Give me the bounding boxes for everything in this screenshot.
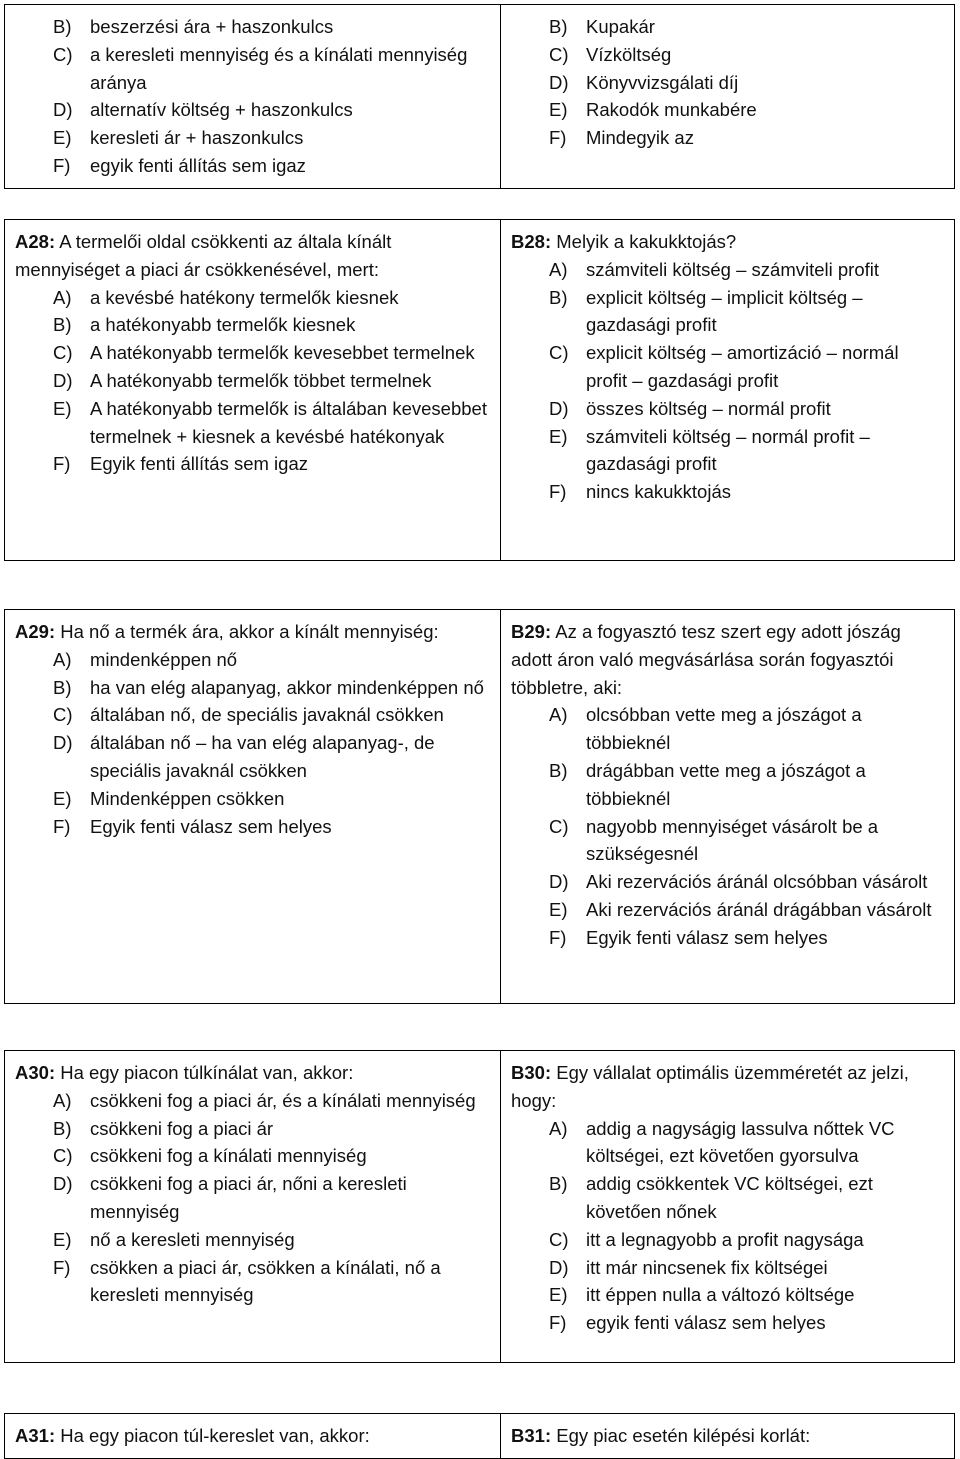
answer-option: [549, 284, 944, 340]
option-letter: F): [549, 1312, 567, 1334]
answer-option: [549, 395, 944, 423]
option-letter: A): [549, 704, 568, 726]
question-number: B31:: [511, 1425, 552, 1446]
question-block: [4, 219, 955, 561]
option-letter: A): [53, 1089, 72, 1111]
option-letter: B): [549, 16, 568, 37]
answer-option: [549, 813, 944, 869]
question-prompt: Ha nő a termék ára, akkor a kínált mennyiség:: [60, 621, 439, 642]
option-letter: F): [549, 926, 567, 948]
question-number: A28:: [15, 231, 56, 252]
question-text: [15, 228, 490, 284]
option-text: Mindegyik az: [586, 127, 694, 149]
option-letter: C): [53, 342, 73, 364]
question-block: [4, 609, 955, 1004]
question-text: [511, 618, 944, 701]
option-text: összes költség – normál profit: [586, 397, 831, 419]
question-block: [4, 4, 955, 189]
option-text: alternatív költség + haszonkulcs: [90, 99, 353, 121]
answer-option: [549, 124, 944, 152]
option-letter: A): [53, 648, 72, 670]
answer-option: [53, 284, 490, 312]
question-cell-a: [5, 1414, 501, 1459]
option-letter: E): [53, 127, 72, 149]
option-text: Könyvvizsgálati díj: [586, 71, 739, 93]
answer-option: [549, 757, 944, 813]
answer-option: [53, 1254, 490, 1310]
option-letter: B): [53, 16, 72, 37]
option-text: itt éppen nulla a változó költsége: [586, 1284, 855, 1306]
question-row: [5, 220, 955, 561]
question-row: [5, 1414, 955, 1459]
question-row: [5, 5, 955, 189]
option-text: nő a keresleti mennyiség: [90, 1228, 295, 1250]
option-text: keresleti ár + haszonkulcs: [90, 127, 304, 149]
question-block: [4, 1413, 955, 1459]
answer-option: [53, 339, 490, 367]
question-prompt: Melyik a kakukktojás?: [556, 231, 737, 252]
option-letter: D): [53, 732, 73, 754]
option-text: számviteli költség – számviteli profit: [586, 258, 880, 280]
question-text: [511, 1059, 944, 1115]
option-text: mindenképpen nő: [90, 648, 238, 670]
answer-options: [511, 1115, 944, 1337]
answer-options: [15, 1087, 490, 1309]
question-prompt: A termelői oldal csökkenti az általa kínált mennyiséget a piaci ár csökkenésével, mert:: [15, 231, 392, 280]
question-prompt: Egy piac esetén kilépési korlát:: [556, 1425, 811, 1446]
question-text: [15, 1059, 490, 1087]
question-block: [4, 1050, 955, 1363]
answer-option: [53, 1115, 490, 1143]
answer-option: [549, 96, 944, 124]
option-text: csökkeni fog a piaci ár, nőni a keresleti mennyiség: [90, 1173, 407, 1222]
option-letter: E): [53, 1228, 72, 1250]
option-text: drágábban vette meg a jószágot a többieknél: [586, 759, 866, 809]
option-letter: F): [53, 815, 71, 837]
option-letter: D): [549, 871, 569, 893]
option-text: itt a legnagyobb a profit nagysága: [586, 1228, 864, 1250]
option-text: Vízköltség: [586, 43, 672, 65]
answer-options: [15, 13, 490, 180]
question-number: B30:: [511, 1062, 552, 1083]
answer-option: [53, 152, 490, 180]
question-cell-b: [501, 220, 955, 561]
option-letter: F): [53, 453, 71, 475]
option-letter: E): [549, 99, 568, 121]
answer-option: [549, 924, 944, 952]
option-letter: C): [53, 1145, 73, 1167]
question-text: [15, 1422, 490, 1450]
option-text: beszerzési ára + haszonkulcs: [90, 16, 334, 37]
question-cell-a: [5, 610, 501, 1004]
answer-option: [53, 367, 490, 395]
question-cell-a: [5, 1051, 501, 1363]
option-text: addig a nagyságig lassulva nőttek VC költségei, ezt követően gyorsulva: [586, 1117, 895, 1167]
question-cell-b: [501, 610, 955, 1004]
option-text: általában nő, de speciális javaknál csökken: [90, 704, 444, 726]
answer-option: [53, 1142, 490, 1170]
option-text: addig csökkentek VC költségei, ezt követően nőnek: [586, 1173, 873, 1222]
option-letter: D): [549, 71, 569, 93]
answer-option: [53, 450, 490, 478]
option-letter: D): [53, 369, 73, 391]
question-row: [5, 610, 955, 1004]
question-number: A31:: [15, 1425, 56, 1446]
option-text: ha van elég alapanyag, akkor mindenképpen nő: [90, 676, 484, 698]
answer-option: [53, 124, 490, 152]
option-letter: C): [549, 815, 569, 837]
answer-options: [511, 13, 944, 152]
question-prompt: Az a fogyasztó tesz szert egy adott jószág adott áron való megvásárlása során fogyasztói többletre, aki:: [511, 621, 901, 698]
answer-options: [15, 284, 490, 479]
option-letter: E): [53, 787, 72, 809]
option-letter: C): [53, 43, 73, 65]
option-text: nincs kakukktojás: [586, 481, 731, 503]
question-cell-b: [501, 5, 955, 189]
answer-option: [53, 785, 490, 813]
option-text: olcsóbban vette meg a jószágot a többieknél: [586, 704, 862, 754]
question-row: [5, 1051, 955, 1363]
question-prompt: Egy vállalat optimális üzemméretét az jelzi, hogy:: [511, 1062, 909, 1111]
answer-options: [511, 256, 944, 506]
option-text: Rakodók munkabére: [586, 99, 757, 121]
option-text: explicit költség – implicit költség – gazdasági profit: [586, 286, 863, 336]
option-text: a kevésbé hatékony termelők kiesnek: [90, 286, 399, 308]
option-letter: F): [549, 481, 567, 503]
answer-option: [53, 674, 490, 702]
question-prompt: Ha egy piacon túl-kereslet van, akkor:: [60, 1425, 370, 1446]
option-letter: A): [549, 258, 568, 280]
option-text: egyik fenti válasz sem helyes: [586, 1312, 826, 1334]
answer-option: [53, 1170, 490, 1226]
question-text: [15, 618, 490, 646]
answer-option: [549, 1309, 944, 1337]
answer-option: [549, 1254, 944, 1282]
option-text: a keresleti mennyiség és a kínálati mennyiség aránya: [90, 43, 468, 93]
option-letter: C): [53, 704, 73, 726]
answer-options: [511, 701, 944, 951]
question-number: A30:: [15, 1062, 56, 1083]
option-letter: B): [549, 759, 568, 781]
option-letter: E): [549, 425, 568, 447]
answer-option: [549, 1170, 944, 1226]
option-text: A hatékonyabb termelők is általában kevesebbet termelnek + kiesnek a kevésbé hatékonyak: [90, 397, 487, 447]
option-letter: A): [549, 1117, 568, 1139]
answer-option: [549, 69, 944, 97]
option-text: Egyik fenti válasz sem helyes: [586, 926, 828, 948]
option-letter: D): [549, 397, 569, 419]
answer-option: [53, 13, 490, 41]
question-cell-b: [501, 1414, 955, 1459]
option-text: explicit költség – amortizáció – normál profit – gazdasági profit: [586, 342, 899, 391]
answer-option: [53, 646, 490, 674]
option-letter: C): [549, 1228, 569, 1250]
option-text: nagyobb mennyiséget vásárolt be a szükségesnél: [586, 815, 879, 865]
option-text: a hatékonyabb termelők kiesnek: [90, 314, 356, 336]
answer-option: [53, 395, 490, 451]
option-letter: D): [53, 1173, 73, 1195]
option-letter: D): [549, 1256, 569, 1278]
answer-option: [549, 896, 944, 924]
option-text: A hatékonyabb termelők többet termelnek: [90, 369, 432, 391]
option-text: számviteli költség – normál profit – gazdasági profit: [586, 425, 870, 475]
option-letter: B): [53, 1117, 72, 1139]
option-text: Aki rezervációs áránál drágábban vásárolt: [586, 898, 932, 920]
answer-options: [15, 646, 490, 841]
answer-option: [53, 311, 490, 339]
question-cell-a: [5, 5, 501, 189]
answer-option: [549, 1226, 944, 1254]
option-text: Kupakár: [586, 16, 655, 37]
option-letter: E): [53, 397, 72, 419]
option-letter: E): [549, 1284, 568, 1306]
question-prompt: Ha egy piacon túlkínálat van, akkor:: [60, 1062, 354, 1083]
option-text: Aki rezervációs áránál olcsóbban vásárolt: [586, 871, 928, 893]
option-text: egyik fenti állítás sem igaz: [90, 154, 306, 176]
answer-option: [549, 868, 944, 896]
question-cell-a: [5, 220, 501, 561]
answer-option: [549, 1115, 944, 1171]
answer-option: [53, 1226, 490, 1254]
question-text: [511, 228, 944, 256]
answer-option: [549, 13, 944, 41]
question-number: B29:: [511, 621, 552, 642]
question-number: A29:: [15, 621, 56, 642]
option-text: csökken a piaci ár, csökken a kínálati, nő a keresleti mennyiség: [90, 1256, 441, 1306]
option-text: Egyik fenti válasz sem helyes: [90, 815, 332, 837]
option-text: csökkeni fog a piaci ár, és a kínálati mennyiség: [90, 1089, 476, 1111]
question-text: [511, 1422, 944, 1450]
answer-option: [549, 701, 944, 757]
answer-option: [549, 41, 944, 69]
answer-option: [53, 813, 490, 841]
option-letter: F): [53, 154, 71, 176]
question-number: B28:: [511, 231, 552, 252]
option-text: Egyik fenti állítás sem igaz: [90, 453, 308, 475]
option-text: A hatékonyabb termelők kevesebbet termelnek: [90, 342, 475, 364]
answer-option: [53, 1087, 490, 1115]
option-letter: E): [549, 898, 568, 920]
answer-option: [53, 701, 490, 729]
answer-option: [549, 256, 944, 284]
option-text: itt már nincsenek fix költségei: [586, 1256, 828, 1278]
question-cell-b: [501, 1051, 955, 1363]
option-text: csökkeni fog a kínálati mennyiség: [90, 1145, 367, 1167]
option-letter: C): [549, 342, 569, 364]
option-text: csökkeni fog a piaci ár: [90, 1117, 274, 1139]
option-letter: B): [549, 286, 568, 308]
answer-option: [53, 41, 490, 97]
option-letter: F): [53, 1256, 71, 1278]
option-letter: B): [53, 676, 72, 698]
answer-option: [549, 339, 944, 395]
answer-option: [549, 478, 944, 506]
option-letter: D): [53, 99, 73, 121]
answer-option: [549, 1281, 944, 1309]
option-letter: F): [549, 127, 567, 149]
answer-option: [53, 729, 490, 785]
answer-option: [53, 96, 490, 124]
option-letter: B): [549, 1173, 568, 1195]
option-letter: C): [549, 43, 569, 65]
option-text: Mindenképpen csökken: [90, 787, 285, 809]
option-letter: B): [53, 314, 72, 336]
answer-option: [549, 423, 944, 479]
option-text: általában nő – ha van elég alapanyag-, de speciális javaknál csökken: [90, 732, 435, 781]
option-letter: A): [53, 286, 72, 308]
